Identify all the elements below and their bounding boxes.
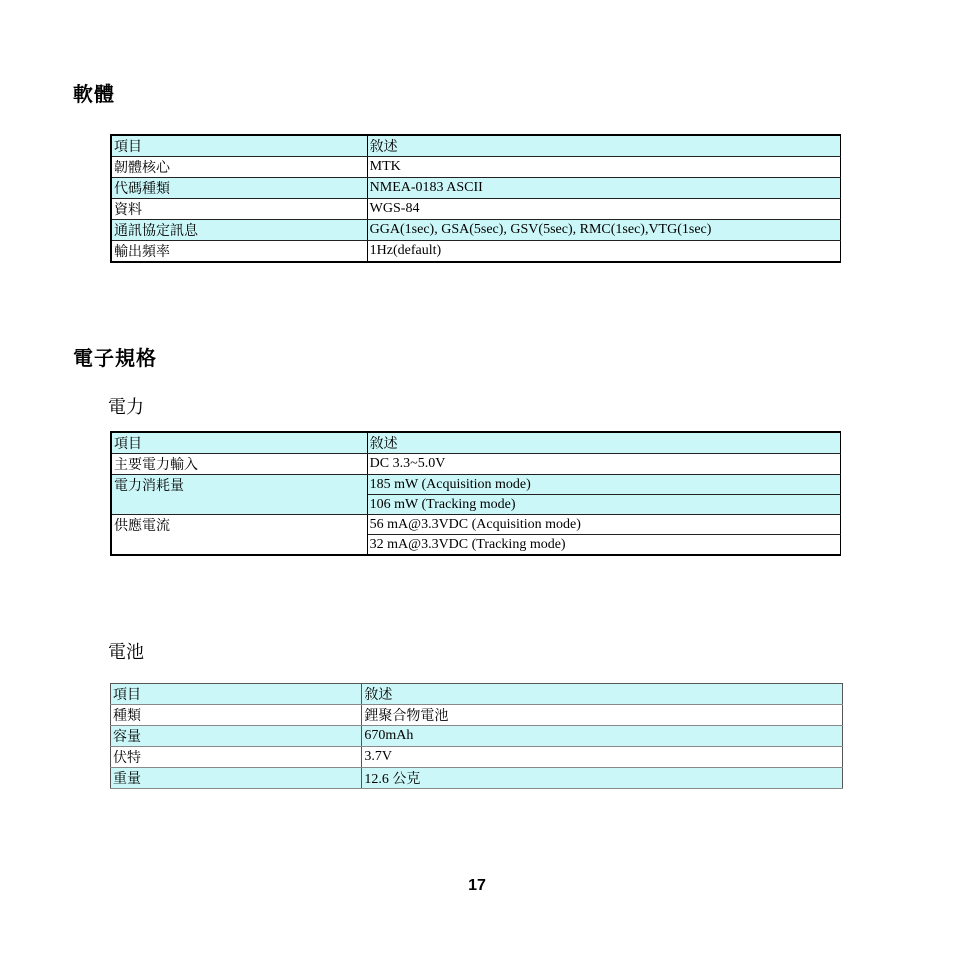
- table-row: [111, 705, 843, 726]
- table-row: [111, 684, 843, 705]
- item-cell: 輸出頻率: [111, 241, 367, 263]
- header-cell: 敘述: [362, 684, 843, 705]
- table-row: [111, 432, 841, 454]
- page-number: 17: [468, 877, 486, 894]
- value-cell: MTK: [367, 157, 840, 178]
- table-row: [111, 241, 841, 263]
- table-row: [111, 199, 841, 220]
- value-cell: 鋰聚合物電池: [362, 705, 843, 726]
- table-row: [111, 220, 841, 241]
- header-cell: 敘述: [367, 432, 840, 454]
- power-table: [110, 431, 841, 556]
- value-cell: DC 3.3~5.0V: [367, 454, 840, 475]
- subsection-title-power: 電力: [108, 397, 144, 418]
- item-cell: 主要電力輸入: [111, 454, 367, 475]
- header-cell: 項目: [111, 684, 362, 705]
- value-cell: 3.7V: [362, 747, 843, 768]
- item-cell: 代碼種類: [111, 178, 367, 199]
- section-title-software: 軟體: [73, 82, 115, 106]
- value-cell: 670mAh: [362, 726, 843, 747]
- item-cell: 重量: [111, 768, 362, 789]
- table-row: [111, 178, 841, 199]
- item-cell: 伏特: [111, 747, 362, 768]
- table-row: [111, 157, 841, 178]
- value-cell: 32 mA@3.3VDC (Tracking mode): [367, 535, 840, 556]
- item-cell: 容量: [111, 726, 362, 747]
- item-cell: 通訊協定訊息: [111, 220, 367, 241]
- item-cell: 電力消耗量: [111, 475, 367, 515]
- table-row: [111, 454, 841, 475]
- value-cell: WGS-84: [367, 199, 840, 220]
- value-cell: 106 mW (Tracking mode): [367, 495, 840, 515]
- header-cell: 項目: [111, 432, 367, 454]
- table-row: [111, 768, 843, 789]
- section-title-electronics: 電子規格: [73, 346, 157, 370]
- item-cell: 資料: [111, 199, 367, 220]
- header-cell: 敘述: [367, 135, 840, 157]
- value-cell: 56 mA@3.3VDC (Acquisition mode): [367, 515, 840, 535]
- item-cell: 種類: [111, 705, 362, 726]
- table-row: [111, 726, 843, 747]
- value-cell: NMEA-0183 ASCII: [367, 178, 840, 199]
- value-cell: GGA(1sec), GSA(5sec), GSV(5sec), RMC(1sec),VTG(1sec): [367, 220, 840, 241]
- battery-table: [110, 683, 843, 789]
- subsection-title-battery: 電池: [108, 642, 144, 663]
- software-table: [110, 134, 841, 263]
- item-cell: 供應電流: [111, 515, 367, 556]
- table-row: [111, 475, 841, 495]
- value-cell: 185 mW (Acquisition mode): [367, 475, 840, 495]
- table-row: [111, 515, 841, 535]
- table-row: [111, 135, 841, 157]
- value-cell: 1Hz(default): [367, 241, 840, 263]
- header-cell: 項目: [111, 135, 367, 157]
- value-cell: 12.6 公克: [362, 768, 843, 789]
- table-row: [111, 747, 843, 768]
- item-cell: 韌體核心: [111, 157, 367, 178]
